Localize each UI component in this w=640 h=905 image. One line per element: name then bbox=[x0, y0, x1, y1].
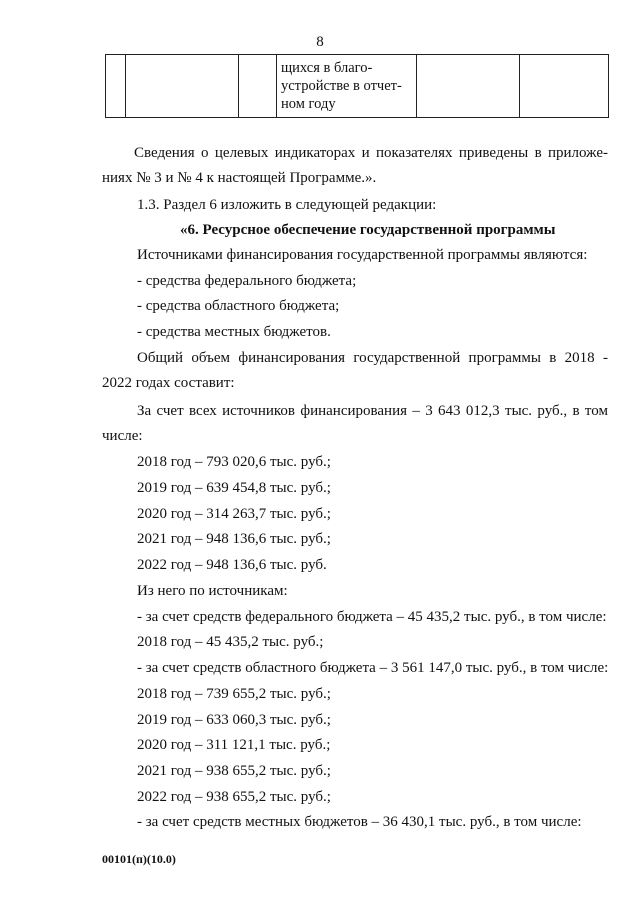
text-line: 2022 годах составит: bbox=[102, 375, 235, 391]
text-line: - за счет средств областного бюджета – 3 561 147,0 тыс. руб., в том числе: bbox=[137, 660, 609, 676]
text-line: 2019 год – 639 454,8 тыс. руб.; bbox=[137, 480, 331, 496]
text-line: Сведения о целевых индикаторах и показателях приведены в приложе- bbox=[134, 145, 608, 161]
text-line: 1.3. Раздел 6 изложить в следующей редакции: bbox=[137, 197, 437, 213]
text-line: ниях № 3 и № 4 к настоящей Программе.». bbox=[102, 170, 377, 186]
text-line: 2018 год – 793 020,6 тыс. руб.; bbox=[137, 454, 331, 470]
text-line: - за счет средств федерального бюджета – 45 435,2 тыс. руб., в том числе: bbox=[137, 609, 607, 625]
table-cell-line: устройстве в отчет- bbox=[281, 78, 402, 94]
text-line: 2020 год – 311 121,1 тыс. руб.; bbox=[137, 737, 331, 753]
text-line: - за счет средств местных бюджетов – 36 430,1 тыс. руб., в том числе: bbox=[137, 814, 582, 830]
text-line: За счет всех источников финансирования – 3 643 012,3 тыс. руб., в том bbox=[137, 403, 608, 419]
text-line: 2021 год – 948 136,6 тыс. руб.; bbox=[137, 531, 331, 547]
document-code: 00101(п)(10.0) bbox=[102, 852, 176, 866]
text-line: Источниками финансирования государственной программы являются: bbox=[137, 247, 588, 263]
text-line: 2021 год – 938 655,2 тыс. руб.; bbox=[137, 763, 331, 779]
page-number: 8 bbox=[316, 34, 324, 50]
text-line: 2022 год – 948 136,6 тыс. руб. bbox=[137, 557, 327, 573]
text-line: - средства федерального бюджета; bbox=[137, 273, 357, 289]
table-cell-line: ном году bbox=[281, 96, 336, 112]
text-line: Из него по источникам: bbox=[137, 583, 288, 599]
text-line: 2020 год – 314 263,7 тыс. руб.; bbox=[137, 506, 331, 522]
text-line: числе: bbox=[102, 428, 143, 444]
text-line: 2018 год – 739 655,2 тыс. руб.; bbox=[137, 686, 331, 702]
text-line: Общий объем финансирования государственной программы в 2018 - bbox=[137, 350, 608, 366]
section-heading: «6. Ресурсное обеспечение государственной программы bbox=[180, 222, 556, 238]
text-line: - средства областного бюджета; bbox=[137, 298, 340, 314]
text-line: 2022 год – 938 655,2 тыс. руб.; bbox=[137, 789, 331, 805]
table-cell-line: щихся в благо- bbox=[281, 60, 373, 76]
text-line: 2019 год – 633 060,3 тыс. руб.; bbox=[137, 712, 331, 728]
text-line: - средства местных бюджетов. bbox=[137, 324, 331, 340]
text-line: 2018 год – 45 435,2 тыс. руб.; bbox=[137, 634, 324, 650]
